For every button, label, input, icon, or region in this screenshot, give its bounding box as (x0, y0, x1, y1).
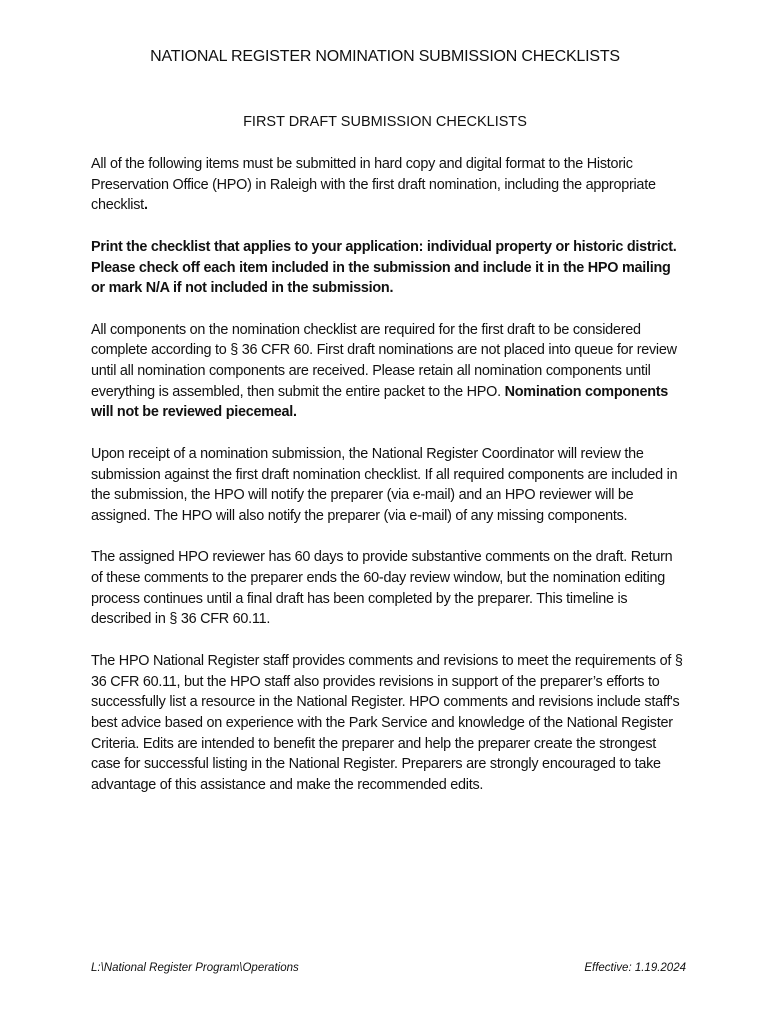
paragraph-instructions: Print the checklist that applies to your application: individual property or historic district. Please check off each item included in the submission and include it in the HPO mailing or mark N/A if not included in the submission. (91, 238, 677, 297)
section-subtitle: FIRST DRAFT SUBMISSION CHECKLISTS (243, 114, 527, 130)
paragraph-staff: The HPO National Register staff provides comments and revisions to meet the requirements of § 36 CFR 60.11, but the HPO staff also provides revisions in support of the preparer’s efforts to successfully list a resource in the National Register. HPO comments and revisions include staff's best advice based on experience with the Park Service and knowledge of the National Register Criteria. Edits are intended to benefit the preparer and help the preparer create the strongest case for successful listing in the National Register. Preparers are strongly encouraged to take advantage of this assistance and make the recommended edits. (91, 652, 683, 794)
paragraph-components-bold: Nomination components will not be reviewed piecemeal. (91, 383, 669, 421)
footer-effective-date: Effective: 1.19.2024 (584, 962, 686, 974)
paragraph-intro-period: . (143, 197, 148, 214)
footer-path: L:\National Register Program\Operations (91, 962, 299, 974)
paragraph-components-text: All components on the nomination checklist are required for the first draft to be considered complete according to § 36 CFR 60. First draft nominations are not placed into queue for review until all nomination components are received. Please retain all nomination components until everything is assembled, then submit the entire packet to the HPO. (91, 321, 677, 400)
paragraph-timeline: The assigned HPO reviewer has 60 days to provide substantive comments on the draft. Return of these comments to the preparer ends the 60-day review window, but the nomination editing process continues until a final draft has been completed by the preparer. This timeline is described in § 36 CFR 60.11. (91, 549, 673, 628)
paragraph-receipt: Upon receipt of a nomination submission, the National Register Coordinator will review the submission against the first draft nomination checklist. If all required components are included in the submission, the HPO will notify the preparer (via e-mail) and an HPO reviewer will be assigned. The HPO will also notify the preparer (via e-mail) of any missing components. (91, 445, 678, 524)
paragraph-intro-text: All of the following items must be submitted in hard copy and digital format to the Historic Preservation Office (HPO) in Raleigh with the first draft nomination, including the appropriate checklist (91, 156, 656, 214)
paragraph-intro (91, 154, 683, 216)
page-title: NATIONAL REGISTER NOMINATION SUBMISSION CHECKLISTS (150, 48, 620, 65)
paragraph-components (91, 320, 683, 424)
document-body (91, 154, 683, 816)
